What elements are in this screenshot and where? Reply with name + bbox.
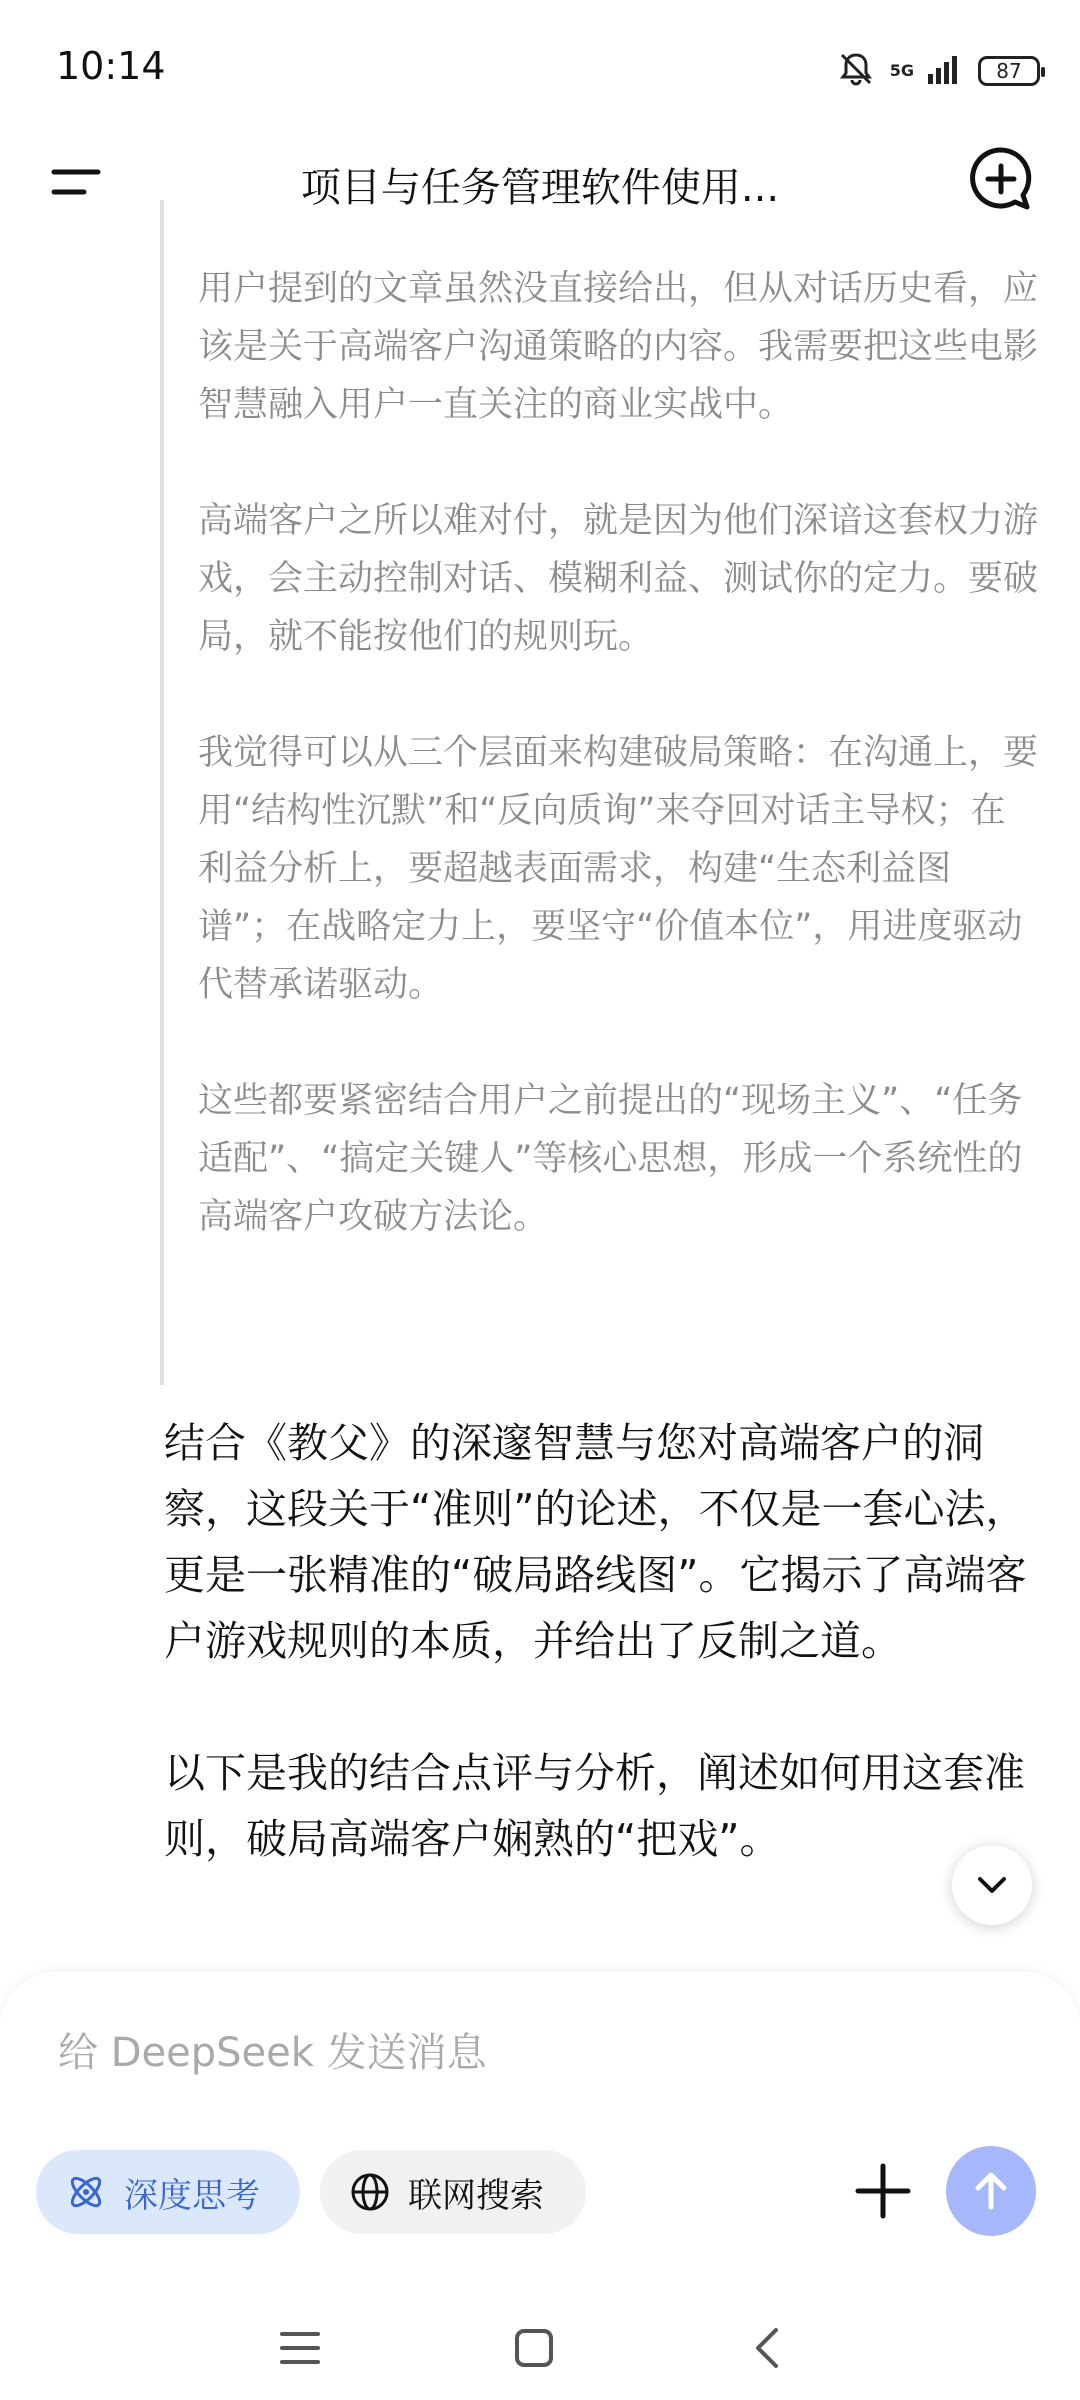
atom-icon: [64, 2170, 108, 2214]
plus-icon: [850, 2158, 916, 2224]
send-button[interactable]: [946, 2146, 1036, 2236]
battery-level: 87: [996, 59, 1022, 83]
thinking-paragraph: 这些都要紧密结合用户之前提出的“现场主义”、“任务适配”、“搞定关键人”等核心思想，形成一个系统性的高端客户攻破方法论。: [198, 1081, 1023, 1237]
signal-icon: [928, 54, 964, 88]
answer-paragraph: 以下是我的结合点评与分析，阐述如何用这套准则，破局高端客户娴熟的“把戏”。: [164, 1749, 1025, 1863]
thinking-text: [198, 200, 1038, 1304]
message-input[interactable]: [56, 2012, 920, 2094]
chevron-down-icon: [972, 1865, 1012, 1905]
square-icon: [502, 2316, 566, 2380]
thinking-paragraph: 用户提到的文章虽然没直接给出，但从对话历史看，应该是关于高端客户沟通策略的内容。我需要把这些电影智慧融入用户一直关注的商业实战中。: [198, 269, 1039, 425]
answer-paragraph: 结合《教父》的深邃智慧与您对高端客户的洞察，这段关于“准则”的论述，不仅是一套心法，更是一张精准的“破局路线图”。它揭示了高端客户游戏规则的本质，并给出了反制之道。: [164, 1419, 1027, 1665]
status-time: 10:14: [56, 44, 166, 88]
bell-off-icon: [836, 49, 876, 93]
menu-lines-icon: [268, 2316, 332, 2380]
back-button[interactable]: [736, 2316, 800, 2380]
chat-content[interactable]: [0, 200, 1080, 1960]
arrow-up-icon: [967, 2167, 1015, 2215]
deep-think-label: 深度思考: [124, 2175, 260, 2216]
thinking-partial-line: [198, 200, 1038, 202]
home-button[interactable]: [502, 2316, 566, 2380]
answer-block: [164, 1410, 1044, 1938]
globe-icon: [348, 2170, 392, 2214]
status-bar: [0, 0, 1080, 130]
attach-button[interactable]: [850, 2158, 916, 2224]
thinking-paragraph: 我觉得可以从三个层面来构建破局策略：在沟通上，要用“结构性沉默”和“反向质询”来夺回对话主导权；在利益分析上，要超越表面需求，构建“生态利益图谱”；在战略定力上，要坚守“价值本位”，用进度驱动代替承诺驱动。: [198, 733, 1039, 1005]
deep-think-button[interactable]: [36, 2150, 300, 2234]
battery-icon: [978, 56, 1040, 86]
scroll-to-bottom-button[interactable]: [952, 1845, 1032, 1925]
web-search-button[interactable]: [320, 2150, 586, 2234]
thinking-block: [160, 200, 1040, 1385]
thinking-paragraph: 高端客户之所以难对付，就是因为他们深谙这套权力游戏，会主动控制对话、模糊利益、测试你的定力。要破局，就不能按他们的规则玩。: [198, 501, 1039, 657]
page-title: 项目与任务管理软件使用...: [300, 165, 780, 211]
network-type: 5G: [889, 61, 914, 80]
system-nav-bar: [0, 2300, 1080, 2400]
status-icons: [836, 48, 1040, 94]
web-search-label: 联网搜索: [408, 2175, 544, 2216]
recent-apps-button[interactable]: [268, 2316, 332, 2380]
chevron-left-icon: [736, 2316, 800, 2380]
